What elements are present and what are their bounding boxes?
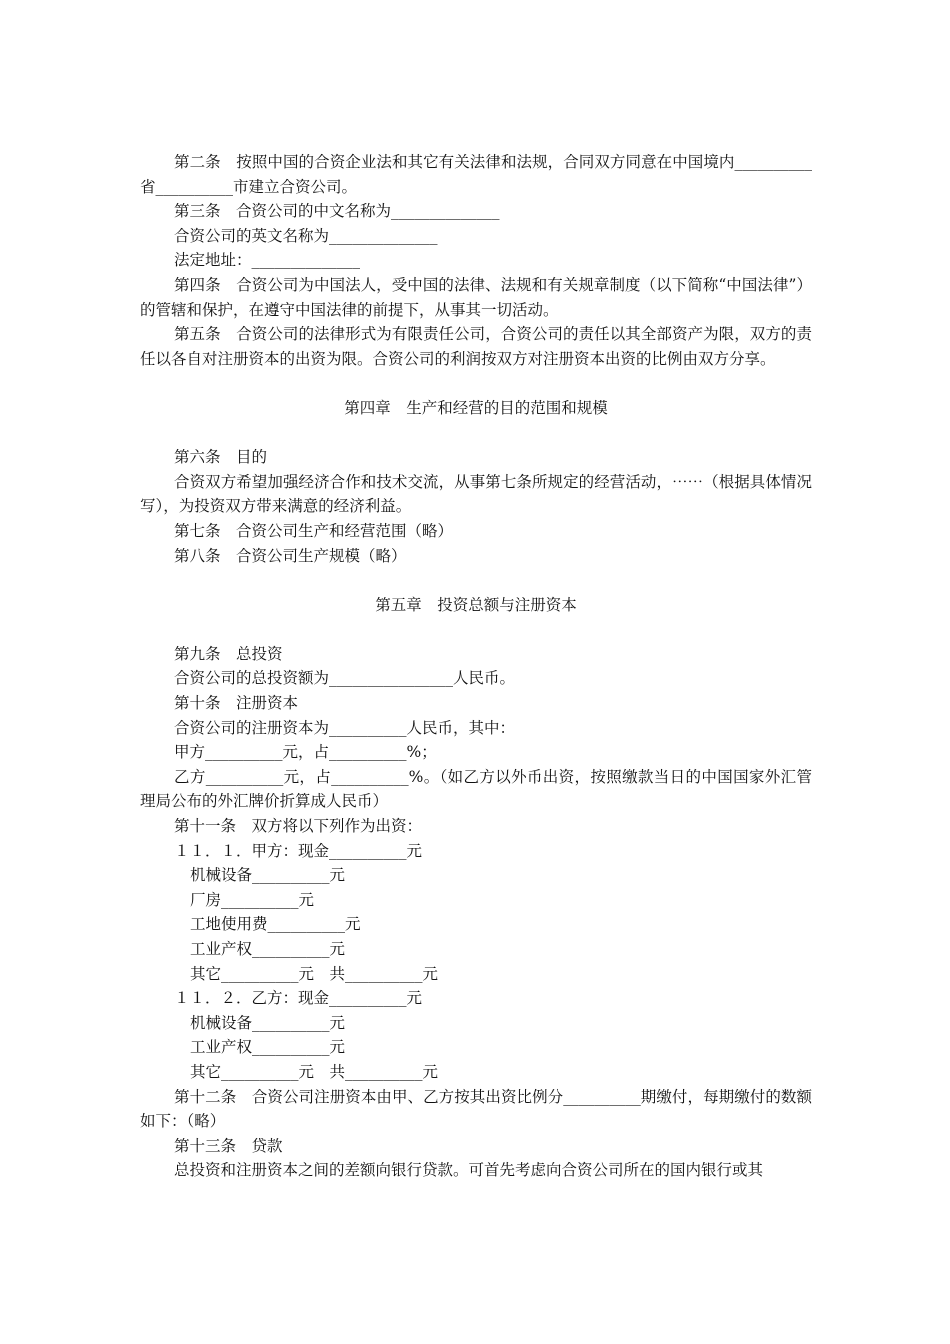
article-3: 第三条 合资公司的中文名称为______________	[174, 202, 500, 221]
party-b-other: 其它__________元 共__________元	[190, 1062, 439, 1081]
article-4: 第四条 合资公司为中国法人，受中国的法律、法规和有关规章制度（以下简称“中国法律”）的管辖和保护，在遵守中国法律的前提下，从事其一切活动。	[140, 275, 812, 319]
article-6-body: 合资双方希望加强经济合作和技术交流，从事第七条所规定的经营活动，⋯⋯（根据具体情况写），为投资双方带来满意的经济利益。	[140, 472, 812, 516]
party-a-share: 甲方__________元，占__________%；	[174, 743, 437, 762]
chapter-4-heading: 第四章 生产和经营的目的范围和规模	[344, 398, 608, 417]
article-13-body: 总投资和注册资本之间的差额向银行贷款。可首先考虑向合资公司所在的国内银行或其	[174, 1161, 764, 1180]
party-b-share: 乙方__________元，占__________%。（如乙方以外币出资，按照缴款当日的中国国家外汇管理局公布的外汇牌价折算成人民币）	[140, 767, 812, 811]
article-10: 第十条 注册资本	[174, 694, 299, 713]
spacer	[140, 568, 812, 593]
legal-address-line: 法定地址：______________	[174, 251, 361, 270]
spacer	[140, 421, 812, 446]
article-12: 第十二条 合资公司注册资本由甲、乙方按其出资比例分__________期缴付，每期缴付的数额如下：（略）	[140, 1087, 812, 1131]
article-6: 第六条 目的	[174, 448, 268, 467]
article-5: 第五条 合资公司的法律形式为有限责任公司，合资公司的责任以其全部资产为限，双方的责任以各自对注册资本的出资为限。合资公司的利润按双方对注册资本出资的比例由双方分享。	[140, 325, 812, 368]
party-a-ip: 工业产权__________元	[190, 940, 346, 958]
party-b-ip: 工业产权__________元	[190, 1038, 346, 1057]
party-a-other: 其它__________元 共__________元	[190, 964, 439, 983]
article-13: 第十三条 贷款	[174, 1136, 283, 1155]
item-11-1: １１．１．甲方：现金__________元	[174, 841, 423, 860]
spacer	[140, 371, 812, 396]
party-b-equipment: 机械设备__________元	[190, 1013, 346, 1032]
article-7: 第七条 合资公司生产和经营范围（略）	[174, 521, 454, 540]
document-body	[140, 150, 812, 1183]
article-8: 第八条 合资公司生产规模（略）	[174, 546, 407, 565]
item-11-2: １１．２．乙方：现金__________元	[174, 989, 423, 1008]
party-a-equipment: 机械设备__________元	[190, 866, 346, 885]
spacer	[140, 617, 812, 642]
article-10-body: 合资公司的注册资本为__________人民币，其中：	[174, 718, 516, 737]
party-a-plant: 厂房__________元	[190, 890, 315, 909]
chapter-5-heading: 第五章 投资总额与注册资本	[375, 595, 577, 614]
party-a-land-fee: 工地使用费__________元	[190, 915, 361, 934]
article-2: 第二条 按照中国的合资企业法和其它有关法律和法规，合同双方同意在中国境内__________省__________市建立合资公司。	[140, 153, 812, 196]
article-9: 第九条 总投资	[174, 644, 283, 663]
article-11: 第十一条 双方将以下列作为出资：	[174, 817, 423, 836]
english-name-line: 合资公司的英文名称为______________	[174, 226, 438, 245]
article-9-body: 合资公司的总投资额为________________人民币。	[174, 669, 516, 688]
